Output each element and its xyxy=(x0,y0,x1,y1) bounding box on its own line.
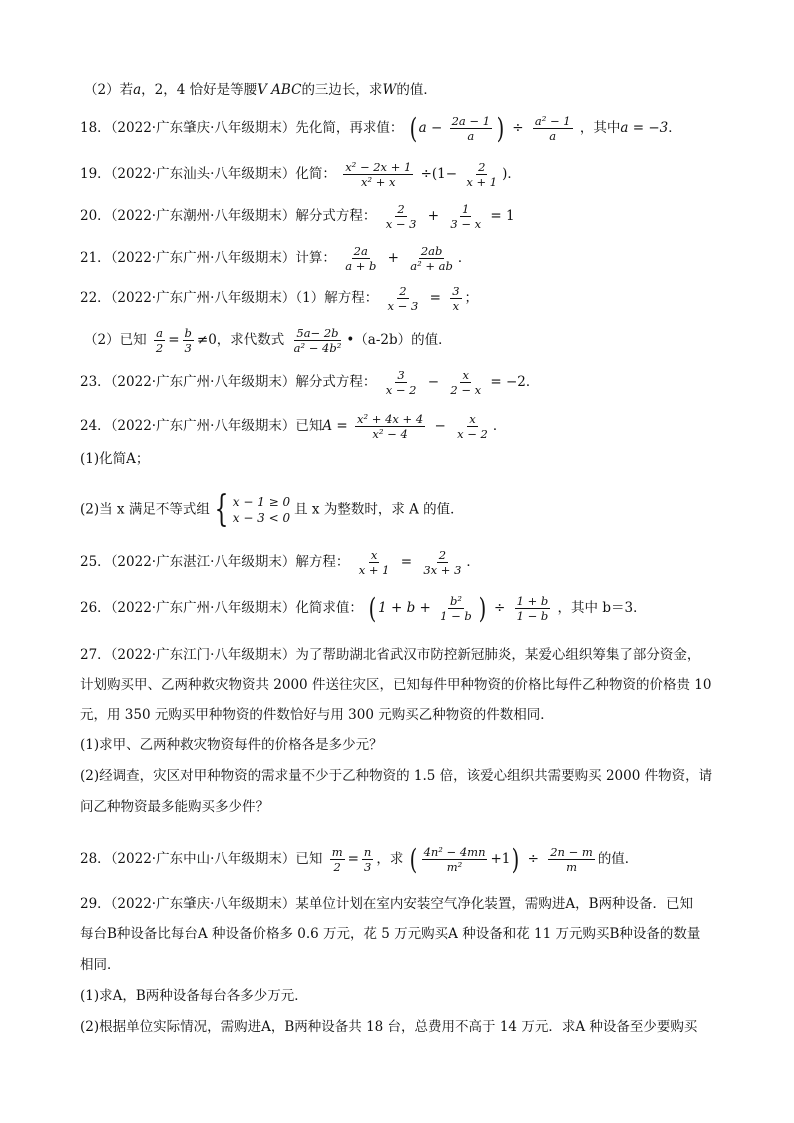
fraction: $\frac{x}{x + 1}$ xyxy=(358,548,390,577)
fraction: $\frac{2}{x - 3}$ xyxy=(385,202,417,231)
fraction: $\frac{2n - m}{m}$ xyxy=(550,845,593,874)
fraction: $\frac{2}{x + 1}$ xyxy=(466,160,498,189)
q24-part1: (1)化简A； xyxy=(80,451,150,467)
question-29-line3: 相同． xyxy=(80,957,121,973)
fraction: $\frac{\text{b²}}{1 - b}$ xyxy=(440,594,472,623)
question-23: 23．（2022·广东广州·八年级期末）解分式方程： $\frac{3}{x - 2}$ − $\frac{x}{2 - x}$ = −2． xyxy=(80,368,540,397)
fraction: $\frac{2a}{a + b}$ xyxy=(345,244,377,273)
fraction: $\frac{x}{x - 2}$ xyxy=(457,412,488,441)
fraction: $\frac{2ab}{\text{a² + ab}}$ xyxy=(410,244,453,273)
question-18: 18．（2022·广东肇庆·八年级期末）先化简，再求值： ( a − $\frac{2a - 1}{a}$ ) ÷ $\frac{\text{a² − 1}}{a}$ ，其中a = −3． xyxy=(80,111,682,145)
question-26: 26．（2022·广东广州·八年级期末）化简求值： ( 1 + b + $\frac{\text{b²}}{1 - b}$ ) ÷ $\frac{1 + b}{1 - b}$ ，其中 b＝3． xyxy=(80,591,647,625)
question-24: 24．（2022·广东广州·八年级期末）已知A = $\frac{\text{x² + 4x + 4}}{\text{x² − 4}}$ − $\frac{x}{x - 2}$ ． xyxy=(80,412,507,441)
fraction: $\frac{1 + b}{1 - b}$ xyxy=(516,594,549,623)
question-29-part2: (2)根据单位实际情况，需购进A，B两种设备共 18 台，总费用不高于 14 万元．求A 种设备至少要购买 xyxy=(80,1019,698,1035)
fraction: $\frac{x}{2 - x}$ xyxy=(450,368,482,397)
question-29-line1: 29．（2022·广东肇庆·八年级期末）某单位计划在室内安装空气净化装置，需购进A，B两种设备．已知 xyxy=(80,896,694,912)
question-27-part1: (1)求甲、乙两种救灾物资每件的价格各是多少元？ xyxy=(80,737,383,753)
question-19: 19．（2022·广东汕头·八年级期末）化简： $\frac{\text{x² − 2x + 1}}{\text{x² + x}}$ ÷(1− $\frac{2}{x + 1}$ )． xyxy=(80,160,521,189)
fraction: $\frac{\text{x² − 2x + 1}}{\text{x² + x}}$ xyxy=(345,160,412,189)
fraction: $\frac{a}{2}$ xyxy=(155,326,164,355)
fraction: $\frac{b}{3}$ xyxy=(184,326,192,355)
fraction: $\frac{2}{x - 3}$ xyxy=(387,284,419,313)
fraction: $\frac{2a - 1}{a}$ xyxy=(451,114,491,143)
fraction: $\frac{\text{a² − 1}}{a}$ xyxy=(534,114,571,143)
q24-part2: (2)当 x 满足不等式组 { x − 1 ≥ 0 x − 3 < 0 且 x 为整数时，求 A 的值． xyxy=(80,489,464,530)
question-27-part2: (2)经调查，灾区对甲种物资的需求量不少于乙种物资的 1.5 倍，该爱心组织共需要购买 2000 件物资，请 xyxy=(80,768,713,784)
inequality-system: x − 1 ≥ 0 x − 3 < 0 xyxy=(232,495,291,525)
fraction: $\frac{3}{x}$ xyxy=(452,284,460,313)
question-22: 22．（2022·广东广州·八年级期末）（1）解方程： $\frac{2}{x - 3}$ = $\frac{3}{x}$ ； xyxy=(80,284,479,313)
fraction: $\frac{n}{3}$ xyxy=(363,845,372,874)
question-27-line1: 27．（2022·广东江门·八年级期末）为了帮助湖北省武汉市防控新冠肺炎，某爱心组织筹集了部分资金， xyxy=(80,647,701,663)
question-29-line2: 每台B种设备比每台A 种设备价格多 0.6 万元，花 5 万元购买A 种设备和花 11 万元购买B种设备的数量 xyxy=(80,926,701,942)
question-27-line3: 元，用 350 元购买甲种物资的件数恰好与用 300 元购买乙种物资的件数相同． xyxy=(80,707,554,723)
question-20: 20．（2022·广东潮州·八年级期末）解分式方程： $\frac{2}{x - 3}$ + $\frac{1}{3 - x}$ = 1 xyxy=(80,202,515,231)
fraction: $\frac{\text{x² + 4x + 4}}{\text{x² − 4}}$ xyxy=(357,412,424,441)
question-29-part1: (1)求A，B两种设备每台各多少万元． xyxy=(80,988,308,1004)
question-27-part2-cont: 问乙种物资最多能购买多少件？ xyxy=(80,799,269,815)
q22-part2: （2）已知 $\frac{a}{2}$ = $\frac{b}{3}$ ≠0，求代数式 $\frac{5a- 2b}{\text{a² − 4b²}}$ •（a-2b）的值． xyxy=(84,326,452,355)
fraction: $\frac{5a- 2b}{\text{a² − 4b²}}$ xyxy=(293,326,342,355)
fraction: $\frac{1}{3 - x}$ xyxy=(450,202,482,231)
fraction: $\frac{m}{2}$ xyxy=(331,845,343,874)
fraction: $\frac{2}{3x + 3}$ xyxy=(423,548,462,577)
fraction: $\frac{3}{x - 2}$ xyxy=(385,368,417,397)
question-21: 21．（2022·广东广州·八年级期末）计算： $\frac{2a}{a + b}$ + $\frac{2ab}{\text{a² + ab}}$ ． xyxy=(80,244,472,273)
fraction: $\frac{\text{4n² − 4mn}}{\text{m²}}$ xyxy=(423,845,486,874)
q17-part2: （2）若a，2，4 恰好是等腰V ABC的三边长，求W的值． xyxy=(84,82,437,98)
question-28: 28．（2022·广东中山·八年级期末）已知 $\frac{m}{2}$ = $\frac{n}{3}$ ，求 ( $\frac{\text{4n² − 4mn}}{\text{m²}}$ +1) ÷ $\frac{2n - m}{m}$ 的值． xyxy=(80,842,639,876)
question-25: 25．（2022·广东湛江·八年级期末）解方程： $\frac{x}{x + 1}$ = $\frac{2}{3x + 3}$ ． xyxy=(80,548,480,577)
question-27-line2: 计划购买甲、乙两种救灾物资共 2000 件送往灾区，已知每件甲种物资的价格比每件乙种物资的价格贵 10 xyxy=(80,677,712,693)
